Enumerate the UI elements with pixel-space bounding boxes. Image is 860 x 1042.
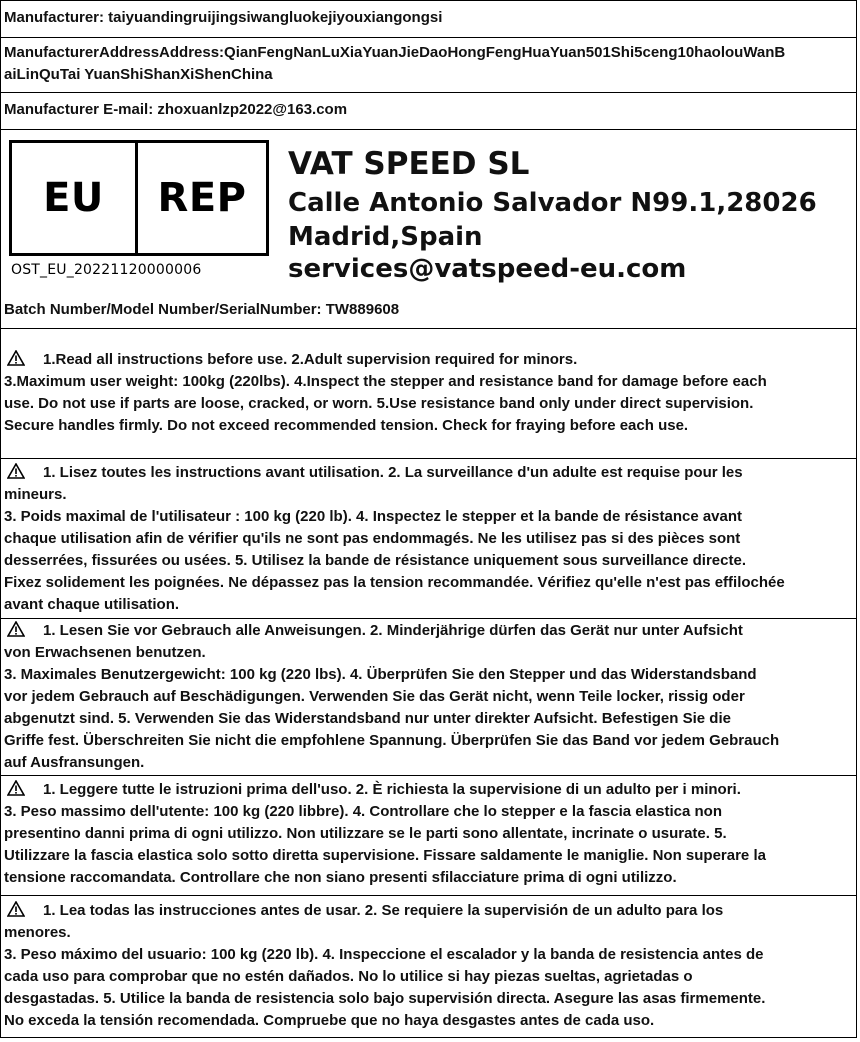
warning-line: Griffe fest. Überschreiten Sie nicht die empfohlene Spannung. Überprüfen Sie das Band vor jedem Gebrauch [4, 732, 780, 749]
warning-line: use. Do not use if parts are loose, cracked, or worn. 5.Use resistance band only under direct supervision. [4, 395, 754, 412]
warning-line: No exceda la tensión recomendada. Compruebe que no haya desgastes antes de cada uso. [4, 1012, 655, 1029]
warning-block-fr [1, 462, 856, 616]
eu-label: EU [12, 143, 138, 253]
warning-triangle-icon [7, 780, 25, 796]
manufacturer-email: Manufacturer E-mail: zhoxuanlzp2022@163.com [4, 101, 348, 118]
divider [1, 37, 856, 38]
warning-line: tensione raccomandata. Controllare che non siano presenti sfilacciature prima di ogni utilizzo. [4, 869, 677, 886]
divider [1, 618, 856, 619]
warning-line: avant chaque utilisation. [4, 596, 180, 613]
manufacturer-address-line-1: ManufacturerAddressAddress:QianFengNanLuXiaYuanJieDaoHongFengHuaYuan501Shi5ceng10haolouWanB [4, 44, 786, 61]
rep-label: REP [157, 175, 247, 221]
divider [1, 92, 856, 93]
warning-block-en [1, 349, 856, 437]
eu-rep-email: services@vatspeed-eu.com [288, 254, 687, 284]
divider [1, 775, 856, 776]
warning-first-line: 1. Lea todas las instrucciones antes de usar. 2. Se requiere la supervisión de un adulto para los [43, 902, 724, 919]
warning-line: 3.Maximum user weight: 100kg (220lbs). 4.Inspect the stepper and resistance band for damage before each [4, 373, 767, 390]
divider [1, 458, 856, 459]
warning-line: 3. Peso massimo dell'utente: 100 kg (220 libbre). 4. Controllare che lo stepper e la fascia elastica non [4, 803, 722, 820]
warning-line: cada uso para comprobar que no estén dañados. No lo utilice si hay piezas sueltas, agrietadas o [4, 968, 693, 985]
warning-line: Fixez solidement les poignées. Ne dépassez pas la tension recommandée. Vérifiez qu'elle n'est pas effilochée [4, 574, 785, 591]
eu-registration-code: OST_EU_20221120000006 [11, 262, 202, 278]
warning-line: 3. Maximales Benutzergewicht: 100 kg (220 lbs). 4. Überprüfen Sie den Stepper und das Widerstandsband [4, 666, 757, 683]
warning-line: desserrées, fissurées ou usées. 5. Utilisez la bande de résistance uniquement sous surveillance directe. [4, 552, 746, 569]
warning-line: mineurs. [4, 486, 67, 503]
warning-line: chaque utilisation afin de vérifier qu'ils ne sont pas endommagés. Ne les utilisez pas si des pièces sont [4, 530, 741, 547]
eu-rep-company: VAT SPEED SL [288, 146, 530, 182]
warning-line: Utilizzare la fascia elastica solo sotto diretta supervisione. Fissare saldamente le maniglie. Non superare la [4, 847, 766, 864]
warning-line: desgastadas. 5. Utilice la banda de resistencia solo bajo supervisión directa. Asegure las asas firmemente. [4, 990, 766, 1007]
warning-triangle-icon [7, 350, 25, 366]
warning-first-line: 1. Lisez toutes les instructions avant utilisation. 2. La surveillance d'un adulte est requise pour les [43, 464, 743, 481]
divider [1, 895, 856, 896]
divider [1, 129, 856, 130]
warning-first-line: 1. Lesen Sie vor Gebrauch alle Anweisungen. 2. Minderjährige dürfen das Gerät nur unter Aufsicht [43, 622, 743, 639]
warning-triangle-icon [7, 901, 25, 917]
eu-rep-symbol [9, 140, 269, 256]
divider [1, 328, 856, 329]
warning-line: abgenutzt sind. 5. Verwenden Sie das Widerstandsband nur unter direkter Aufsicht. Befestigen Sie die [4, 710, 731, 727]
warning-line: auf Ausfransungen. [4, 754, 145, 771]
warning-triangle-icon [7, 621, 25, 637]
warning-line: 3. Poids maximal de l'utilisateur : 100 kg (220 lb). 4. Inspectez le stepper et la bande de résistance avant [4, 508, 743, 525]
warning-line: presentino danni prima di ogni utilizzo. Non utilizzare se le parti sono allentate, incrinate o usurate. 5. [4, 825, 727, 842]
warning-triangle-icon [7, 463, 25, 479]
warning-first-line: 1. Leggere tutte le istruzioni prima dell'uso. 2. È richiesta la supervisione di un adulto per i minori. [43, 781, 741, 798]
warning-line: von Erwachsenen benutzen. [4, 644, 206, 661]
warning-block-de [1, 620, 856, 774]
batch-number: Batch Number/Model Number/SerialNumber: TW889608 [4, 301, 400, 318]
warning-line: vor jedem Gebrauch auf Beschädigungen. Verwenden Sie das Gerät nicht, wenn Teile locker, rissig oder [4, 688, 745, 705]
manufacturer-address-line-2: aiLinQuTai YuanShiShanXiShenChina [4, 66, 273, 83]
warning-line: Secure handles firmly. Do not exceed recommended tension. Check for fraying before each use. [4, 417, 689, 434]
warning-block-it [1, 779, 856, 889]
warning-line: 3. Peso máximo del usuario: 100 kg (220 lb). 4. Inspeccione el escalador y la banda de resistencia antes de [4, 946, 764, 963]
warning-block-es [1, 900, 856, 1032]
warning-line: menores. [4, 924, 71, 941]
manufacturer-name: Manufacturer: taiyuandingruijingsiwangluokejiyouxiangongsi [4, 9, 443, 26]
warning-first-line: 1.Read all instructions before use. 2.Adult supervision required for minors. [43, 351, 578, 368]
eu-rep-address-line-2: Madrid,Spain [288, 222, 483, 252]
eu-rep-address-line-1: Calle Antonio Salvador N99.1,28026 [288, 188, 817, 218]
